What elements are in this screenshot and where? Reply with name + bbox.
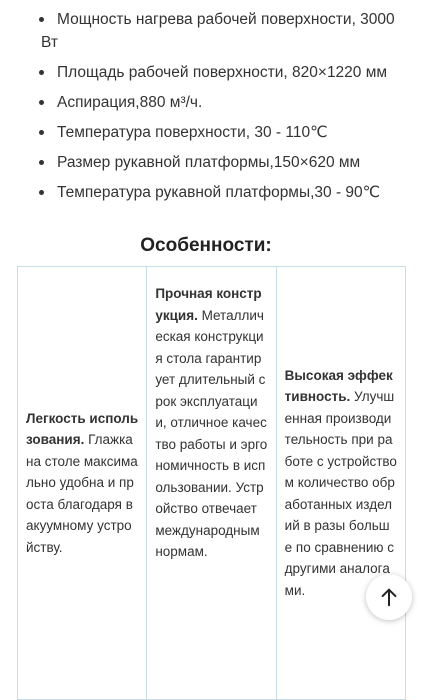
feature-text: Глажка на столе максимально удобна и проста благодаря вакуумному устройству.: [26, 432, 138, 555]
spec-item: Мощность нагрева рабочей поверхности, 3000 Вт: [41, 8, 411, 54]
spec-item: Размер рукавной платформы,150×620 мм: [41, 151, 411, 174]
scroll-to-top-button[interactable]: [366, 574, 412, 620]
spec-item: Площадь рабочей поверхности, 820×1220 мм: [41, 61, 411, 84]
spec-item: Температура поверхности, 30 - 110℃: [41, 121, 411, 144]
feature-cell-ease: [18, 267, 147, 700]
table-row: [18, 267, 406, 700]
feature-cell-efficiency: [276, 267, 405, 700]
specs-list: [41, 8, 411, 211]
feature-text: Улучшенная производительность при работе с устройством количество обработанных изделий в разы больше по сравнению с другими аналогами.: [284, 389, 397, 598]
feature-title: Прочная конструкция.: [155, 286, 262, 323]
feature-text: Металлическая конструкция стола гарантирует длительный срок эксплуатации, отличное качество работы и эргономичность в использовании. Устройство отвечает международным нормам.: [155, 307, 268, 559]
spec-item: Температура рукавной платформы,30 - 90℃: [41, 181, 411, 204]
feature-cell-construction: [147, 267, 276, 700]
spec-item: Аспирация,880 м³/ч.: [41, 91, 411, 114]
features-table: [17, 266, 406, 700]
feature-title: Высокая эффективность.: [284, 367, 393, 405]
arrow-up-icon: [378, 586, 400, 608]
features-heading: Особенности:: [140, 235, 272, 256]
feature-title: Легкость использования.: [26, 410, 139, 448]
